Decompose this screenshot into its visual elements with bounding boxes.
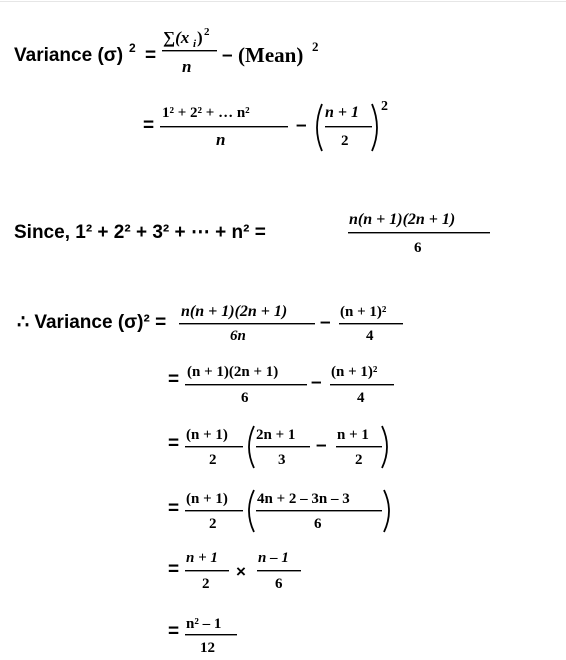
fraction1-numerator: (n + 1) — [186, 491, 228, 507]
sum-numerator: ∑(x — [163, 28, 190, 47]
fraction-bar — [325, 126, 372, 127]
minus-sign: – — [296, 115, 307, 136]
squares-numerator: 1² + 2² + … n² — [162, 105, 250, 121]
fraction-bar — [185, 634, 237, 635]
line-therefore — [17, 303, 403, 344]
denominator-n: n — [182, 57, 192, 76]
fraction1-denominator: 6n — [230, 328, 246, 344]
denominator-n: n — [216, 130, 226, 149]
fraction1-denominator: 2 — [209, 452, 217, 468]
therefore-label: ∴ Variance (σ)² = — [17, 312, 167, 333]
paren-denominator: 2 — [341, 133, 349, 149]
inner2-numerator: n + 1 — [337, 427, 369, 443]
fraction-bar — [330, 384, 394, 385]
inner1-denominator: 3 — [278, 452, 286, 468]
times-sign: × — [236, 562, 246, 581]
equals-sign: = — [168, 559, 180, 580]
fraction2-numerator: (n + 1)² — [340, 304, 387, 320]
fraction1-denominator: 6 — [241, 390, 249, 406]
fraction-bar — [348, 232, 490, 233]
sum-power: 2 — [204, 26, 210, 38]
sum-subscript: i — [193, 38, 197, 50]
fraction2-numerator: (n + 1)² — [331, 364, 378, 380]
fraction1-numerator: n(n + 1)(2n + 1) — [181, 303, 288, 320]
inner-numerator: 4n + 2 – 3n – 3 — [257, 491, 350, 507]
fraction-bar — [179, 323, 315, 324]
equals-sign: = — [168, 433, 180, 454]
right-paren — [382, 426, 387, 468]
result-numerator: n² – 1 — [186, 616, 222, 632]
line-simplify-3 — [168, 490, 389, 532]
line-expanded — [143, 99, 388, 151]
minus-sign: – — [320, 312, 331, 333]
variance-label-power: 2 — [129, 41, 136, 55]
fraction2-numerator: n – 1 — [258, 550, 289, 566]
fraction-bar — [256, 510, 382, 511]
fraction2-denominator: 4 — [366, 328, 374, 344]
fraction2-denominator: 4 — [357, 390, 365, 406]
minus-sign: – — [222, 45, 233, 66]
equals-sign: = — [143, 115, 155, 136]
equals-sign: = — [145, 45, 157, 66]
equals-sign: = — [168, 369, 180, 390]
fraction-bar — [336, 446, 382, 447]
minus-sign: – — [311, 372, 322, 393]
line-simplify-1 — [168, 364, 394, 406]
equals-sign: = — [168, 621, 180, 642]
line-sum-of-squares — [14, 211, 490, 256]
fraction-bar — [185, 510, 243, 511]
fraction-bar — [339, 323, 403, 324]
inner-denominator: 6 — [314, 516, 322, 532]
inner2-denominator: 2 — [355, 452, 363, 468]
sum-denominator: 6 — [414, 240, 422, 256]
fraction-bar — [257, 570, 301, 571]
paren-power: 2 — [381, 99, 388, 114]
minus-sign: – — [316, 435, 327, 456]
line-simplify-2 — [168, 426, 387, 468]
fraction1-numerator: (n + 1)(2n + 1) — [187, 364, 279, 380]
line-result — [168, 616, 237, 656]
inner1-numerator: 2n + 1 — [256, 427, 296, 443]
fraction-bar — [160, 126, 288, 127]
result-denominator: 12 — [200, 640, 215, 656]
equals-sign: = — [168, 498, 180, 519]
fraction-bar — [185, 384, 307, 385]
paren-numerator: n + 1 — [325, 104, 360, 121]
left-paren — [317, 104, 322, 151]
left-paren — [249, 426, 254, 468]
fraction1-denominator: 2 — [209, 516, 217, 532]
fraction-bar — [162, 50, 217, 51]
fraction1-denominator: 2 — [202, 576, 210, 592]
fraction1-numerator: n + 1 — [186, 550, 218, 566]
right-paren — [384, 490, 389, 532]
fraction-bar — [185, 446, 243, 447]
sum-numerator: n(n + 1)(2n + 1) — [349, 211, 456, 228]
right-paren — [372, 104, 377, 151]
fraction2-denominator: 6 — [275, 576, 283, 592]
left-paren — [249, 490, 254, 532]
mean-term: (Mean) — [238, 43, 304, 67]
since-statement: Since, 1² + 2² + 3² + ⋯ + n² = — [14, 222, 266, 243]
fraction1-numerator: (n + 1) — [186, 427, 228, 443]
fraction-bar — [256, 446, 310, 447]
line-simplify-4 — [168, 550, 301, 592]
sum-close: ) — [197, 28, 203, 47]
mean-power: 2 — [312, 39, 319, 54]
variance-label: Variance (σ) — [14, 45, 124, 66]
fraction-bar — [185, 570, 229, 571]
line-variance-definition — [14, 26, 319, 76]
